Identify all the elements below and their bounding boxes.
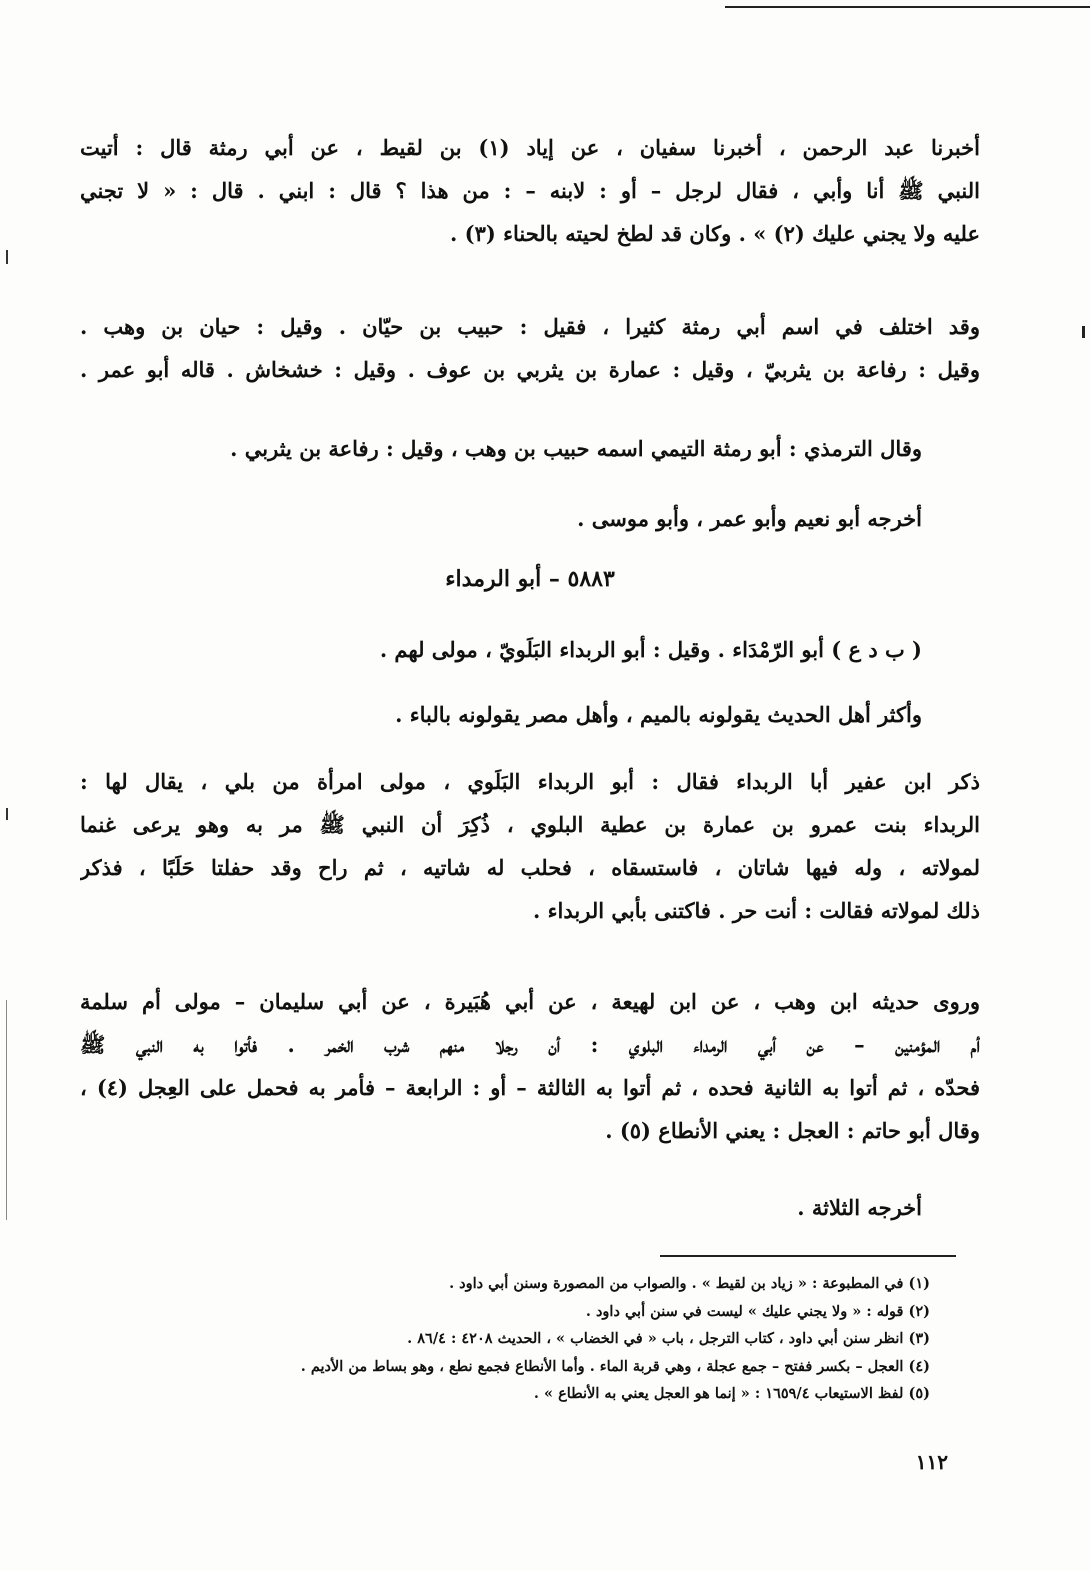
paragraph-abu-ramda-intro [80, 628, 922, 671]
entry-heading: ٥٨٨٣ – أبو الرمداء [445, 566, 615, 592]
text-line: أخرجه الثلاثة . [797, 1195, 922, 1220]
footnote: (٢) قوله : « ولا يجني عليك » ليست في سنن أبي داود . [585, 1302, 930, 1320]
paragraph-takhrij-final [80, 1186, 922, 1229]
margin-mark [6, 808, 8, 820]
text-line: النبي ﷺ أنا وأبي ، فقال لرجل – أو : لابنه – : من هذا ؟ قال : ابني . قال : « لا تجني [80, 178, 980, 203]
footnote: (٤) العجل – بكسر ففتح – جمع عجلة ، وهي قربة الماء . وأما الأنطاع فجمع نطع ، وهو بساط من الأديم . [300, 1357, 930, 1375]
footnotes [160, 1270, 930, 1408]
text-line: وقال أبو حاتم : العجل : يعني الأنطاع (٥) . [605, 1118, 980, 1143]
text-line: وروى حديثه ابن وهب ، عن ابن لهيعة ، عن أبي هُبَيرة ، عن أبي سليمان – مولى أم سلمة [80, 989, 980, 1014]
footnote: (١) في المطبوعة : « زياد بن لقيط » . والصواب من المصورة وسنن أبي داود . [449, 1275, 930, 1292]
text-line: لمولاته ، وله فيها شاتان ، فاستسقاه ، فحلب له شاتيه ، ثم راح وقد حفلتا حَلَبًا ، فذكر [80, 855, 980, 880]
text-line: وقيل : رفاعة بن يثربيّ ، وقيل : عمارة بن يثربي بن عوف . وقيل : خشخاش . قاله أبو عمر . [80, 357, 980, 382]
text-line: وقد اختلف في اسم أبي رمثة كثيرا ، فقيل : حبيب بن حيّان . وقيل : حيان بن وهب . [80, 314, 980, 339]
footnote-rule [660, 1255, 956, 1257]
paragraph-takhrij [80, 497, 922, 540]
paragraph-hadith-scholars [80, 693, 922, 736]
footnote: (٣) انظر سنن أبي داود ، كتاب الترجل ، باب « في الخضاب » ، الحديث ٤٢٠٨ : ٨٦/٤ . [407, 1330, 930, 1347]
paragraph-ibn-ufayr [80, 760, 980, 932]
text-line: وأكثر أهل الحديث يقولونه بالميم ، وأهل مصر يقولونه بالباء . [395, 702, 922, 727]
text-line: أم المؤمنين – عن أبي الرمداء البلوي : أن رجلا منهم شرب الخمر . فأتوا به النبي ﷺ [80, 1032, 980, 1057]
top-rule [725, 6, 1090, 8]
paragraph-tirmidhi [80, 427, 922, 470]
margin-mark [1082, 326, 1085, 338]
paragraph-ibn-wahb [80, 980, 980, 1152]
text-line: ذكر ابن عفير أبا الربداء فقال : أبو الربداء البَلَوي ، مولى امرأة من بلي ، يقال لها : [80, 769, 980, 794]
page-number: ١١٢ [915, 1450, 948, 1474]
text-line: عليه ولا يجني عليك (٢) » . وكان قد لطخ لحيته بالحناء (٣) . [450, 221, 980, 246]
text-line: فحدّه ، ثم أتوا به الثانية فحده ، ثم أتوا به الثالثة – أو : الرابعة – فأمر به فحمل على العِجل (٤) ، [80, 1075, 980, 1100]
text-line: وقال الترمذي : أبو رمثة التيمي اسمه حبيب بن وهب ، وقيل : رفاعة بن يثربي . [230, 436, 922, 461]
margin-line [6, 1000, 7, 1220]
text-line: الربداء بنت عمرو بن عمارة بن عطية البلوي ، ذُكِرَ أن النبي ﷺ مر به وهو يرعى غنما [80, 812, 980, 837]
text-line: أخبرنا عبد الرحمن ، أخبرنا سفيان ، عن إياد (١) بن لقيط ، عن أبي رمثة قال : أتيت [80, 135, 980, 160]
text-line: أخرجه أبو نعيم وأبو عمر ، وأبو موسى . [577, 506, 922, 531]
footnote: (٥) لفظ الاستيعاب ١٦٥٩/٤ : « إنما هو العجل يعني به الأنطاع » . [533, 1385, 930, 1402]
paragraph-hadith-abu-rimtha [80, 126, 980, 255]
text-line: ذلك لمولاته فقالت : أنت حر . فاكتنى بأبي الربداء . [533, 898, 980, 923]
text-line: ( ب د ع ) أبو الرّمْدَاء . وقيل : أبو الربداء البَلَويّ ، مولى لهم . [379, 637, 922, 662]
margin-mark [6, 250, 8, 264]
paragraph-name-dispute [80, 305, 980, 391]
